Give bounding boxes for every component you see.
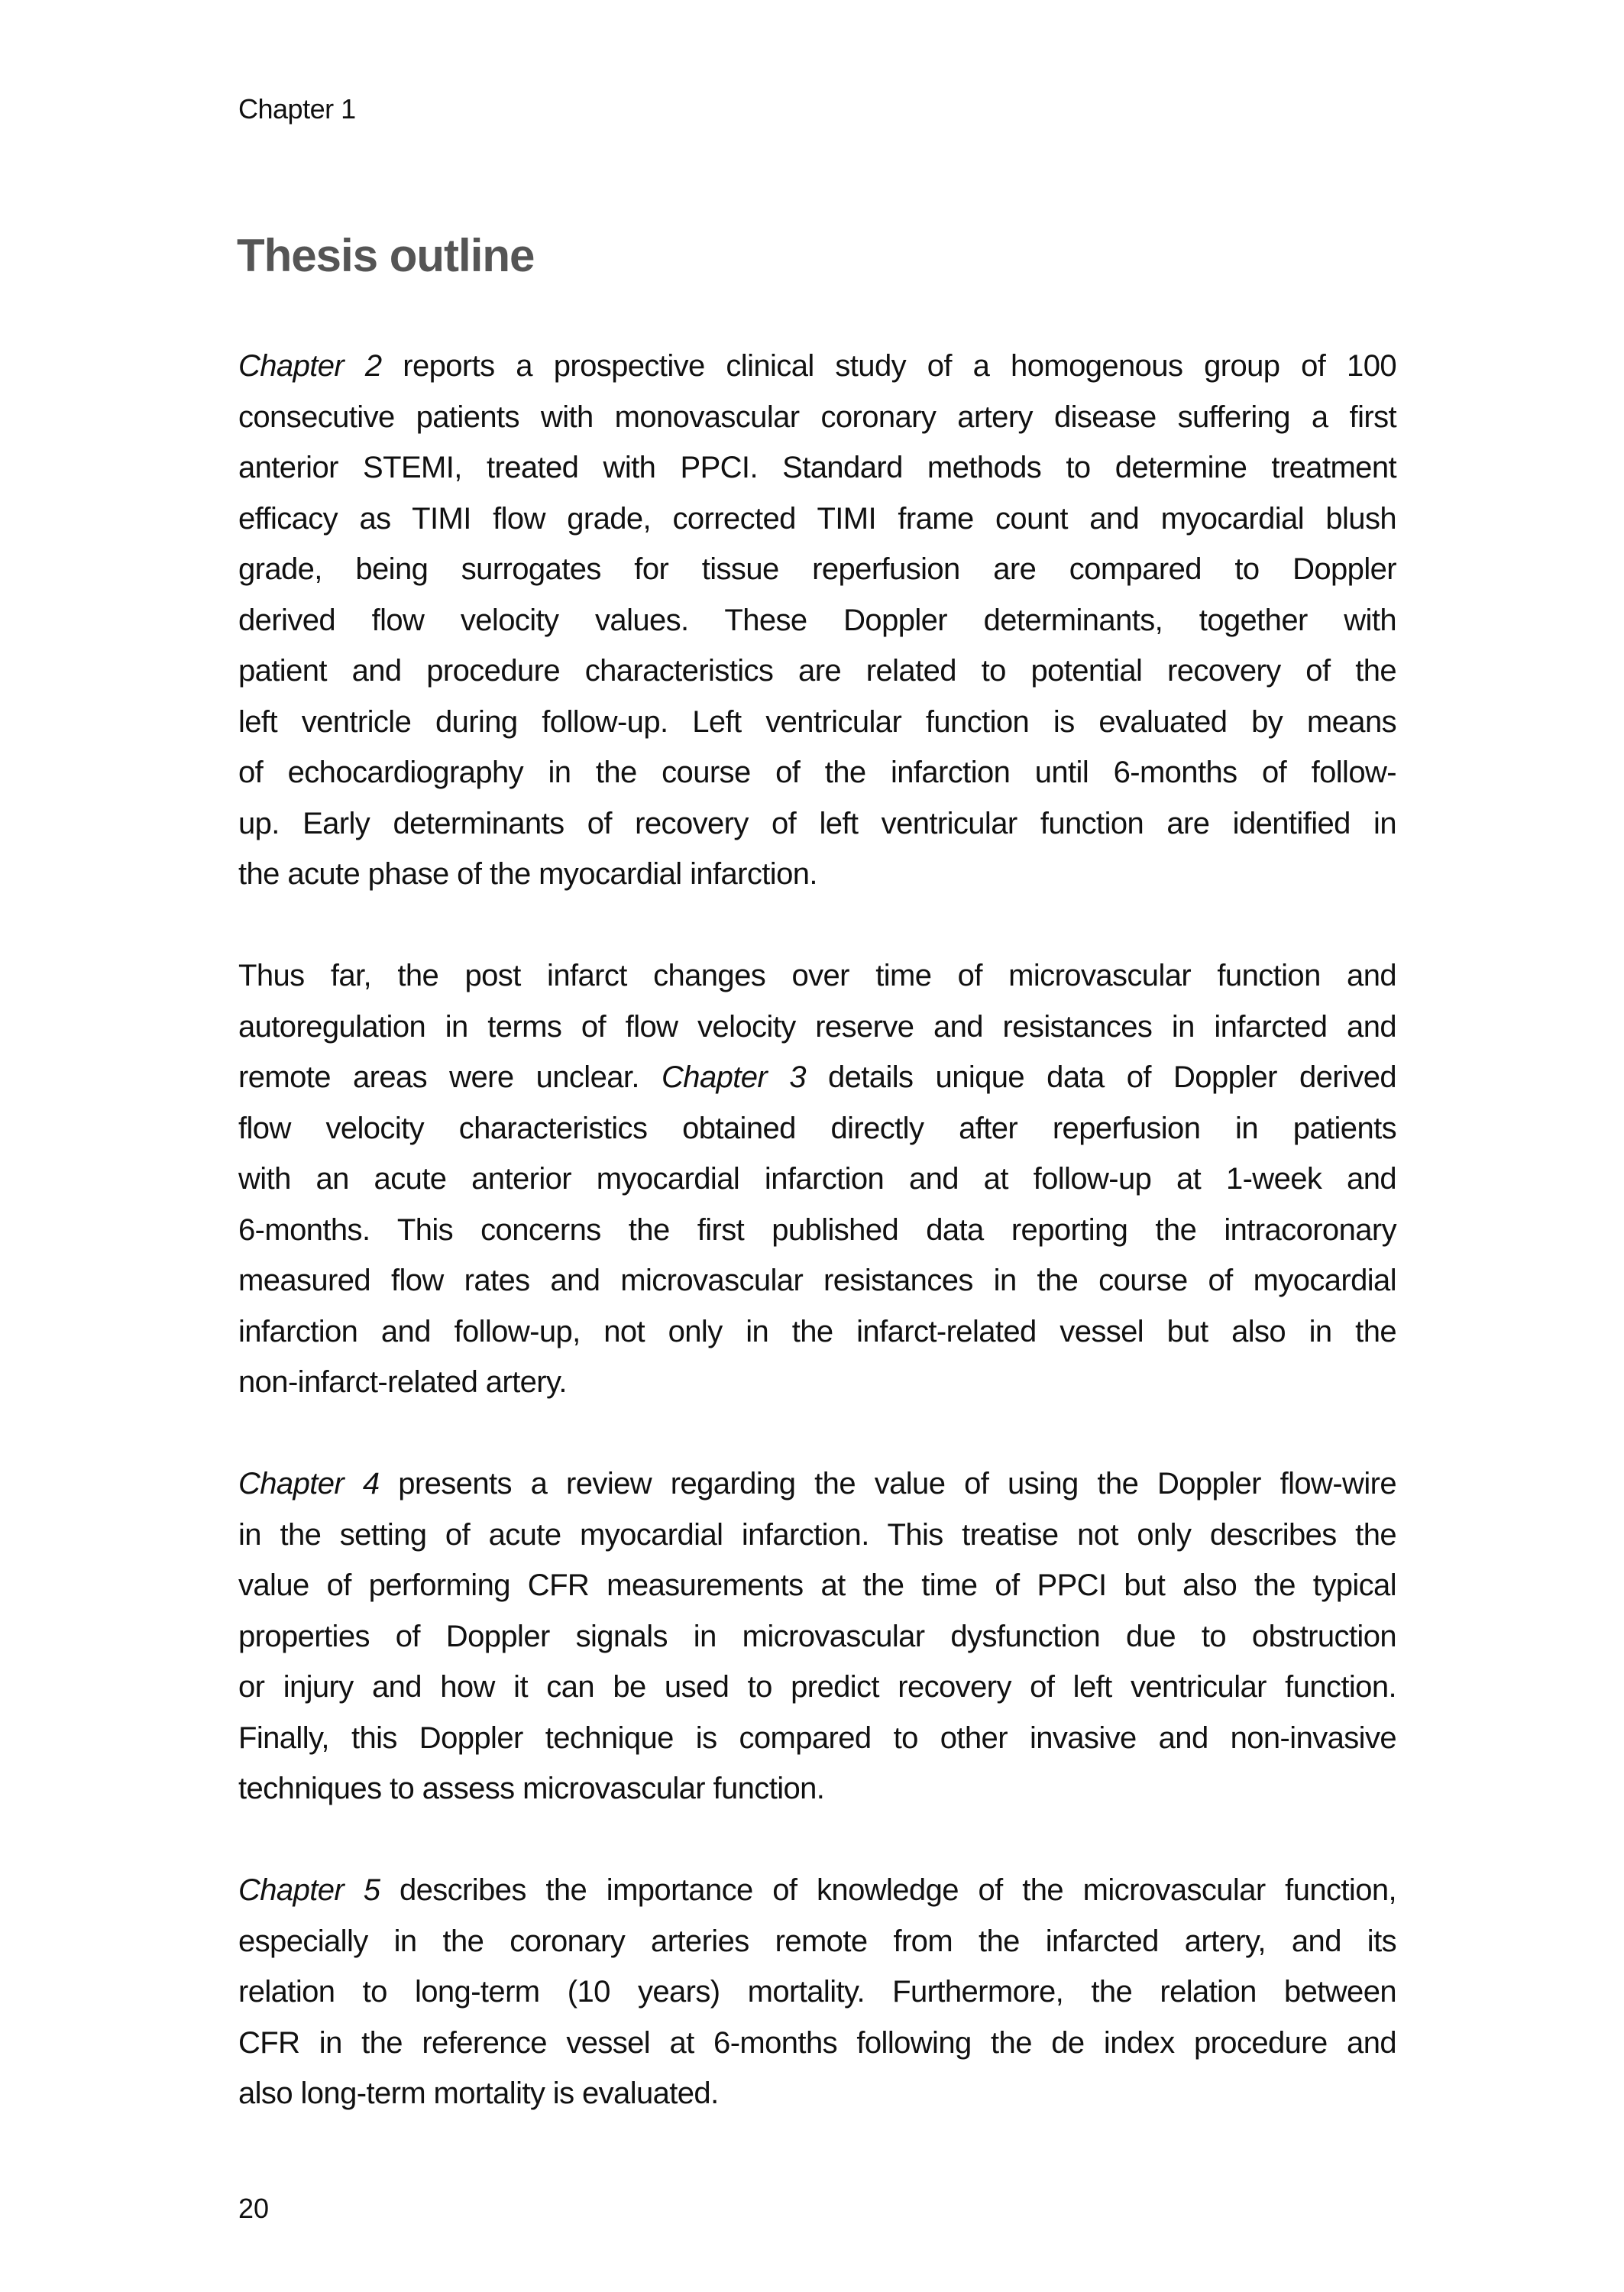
text-line: 6-months. This concerns the first published data reporting the intracoronary	[238, 1212, 1396, 1247]
text-line: efficacy as TIMI flow grade, corrected TIMI frame count and myocardial blush	[238, 501, 1396, 536]
text-line: consecutive patients with monovascular coronary artery disease suffering a first	[238, 400, 1396, 434]
text-line: properties of Doppler signals in microvascular dysfunction due to obstruction	[238, 1619, 1396, 1653]
text-line: also long-term mortality is evaluated.	[238, 2077, 719, 2110]
text-line: Finally, this Doppler technique is compared to other invasive and non-invasive	[238, 1721, 1396, 1755]
text-line: autoregulation in terms of flow velocity reserve and resistances in infarcted and	[238, 1009, 1396, 1044]
text-line: Thus far, the post infarct changes over time of microvascular function and	[238, 959, 1396, 992]
text-line: with an acute anterior myocardial infarction and at follow-up at 1-week and	[238, 1162, 1396, 1196]
chapter-reference: Chapter 3	[662, 1060, 806, 1094]
text-line: or injury and how it can be used to predict recovery of left ventricular function.	[238, 1670, 1396, 1704]
text-line: relation to long-term (10 years) mortality. Furthermore, the relation between	[238, 1975, 1396, 2009]
page-number: 20	[238, 2193, 270, 2224]
text-line: patient and procedure characteristics are related to potential recovery of the	[238, 654, 1396, 688]
text-line: left ventricle during follow-up. Left ventricular function is evaluated by means	[238, 704, 1396, 739]
text-line: Chapter 5 describes the importance of knowledge of the microvascular function,	[238, 1873, 1396, 1907]
chapter-reference: Chapter 5	[238, 1873, 380, 1907]
text-line: derived flow velocity values. These Doppler determinants, together with	[238, 603, 1396, 637]
text-line: anterior STEMI, treated with PPCI. Standard methods to determine treatment	[238, 451, 1396, 484]
text-line: remote areas were unclear. Chapter 3 details unique data of Doppler derived	[238, 1060, 1396, 1094]
paragraph	[238, 950, 1396, 1408]
text-line: Chapter 2 reports a prospective clinical study of a homogenous group of 100	[238, 349, 1396, 383]
section-title: Thesis outline	[237, 230, 535, 281]
paragraph	[238, 341, 1396, 900]
text-line: of echocardiography in the course of the infarction until 6-months of follow-	[238, 756, 1396, 789]
running-head: Chapter 1	[238, 93, 356, 125]
text-line: non-infarct-related artery.	[238, 1365, 567, 1399]
text-line: grade, being surrogates for tissue reperfusion are compared to Doppler	[238, 552, 1396, 586]
text-line: up. Early determinants of recovery of left ventricular function are identified in	[238, 806, 1396, 840]
text-line: the acute phase of the myocardial infarction.	[238, 857, 817, 891]
text-line: especially in the coronary arteries remote from the infarcted artery, and its	[238, 1924, 1396, 1958]
text-line: techniques to assess microvascular function.	[238, 1772, 825, 1805]
text-line: CFR in the reference vessel at 6-months following the de index procedure and	[238, 2025, 1396, 2060]
text-line: infarction and follow-up, not only in the infarct-related vessel but also in the	[238, 1314, 1396, 1348]
body-text	[238, 341, 1396, 2170]
text-line: measured flow rates and microvascular resistances in the course of myocardial	[238, 1264, 1396, 1297]
text-line: Chapter 4 presents a review regarding the value of using the Doppler flow-wire	[238, 1467, 1397, 1500]
chapter-reference: Chapter 4	[238, 1467, 380, 1500]
paragraph	[238, 1865, 1396, 2119]
text-line: value of performing CFR measurements at the time of PPCI but also the typical	[238, 1568, 1396, 1602]
chapter-reference: Chapter 2	[238, 349, 382, 383]
paragraph	[238, 1458, 1396, 1814]
text-line: flow velocity characteristics obtained directly after reperfusion in patients	[238, 1111, 1396, 1145]
text-line: in the setting of acute myocardial infarction. This treatise not only describes the	[238, 1517, 1396, 1552]
